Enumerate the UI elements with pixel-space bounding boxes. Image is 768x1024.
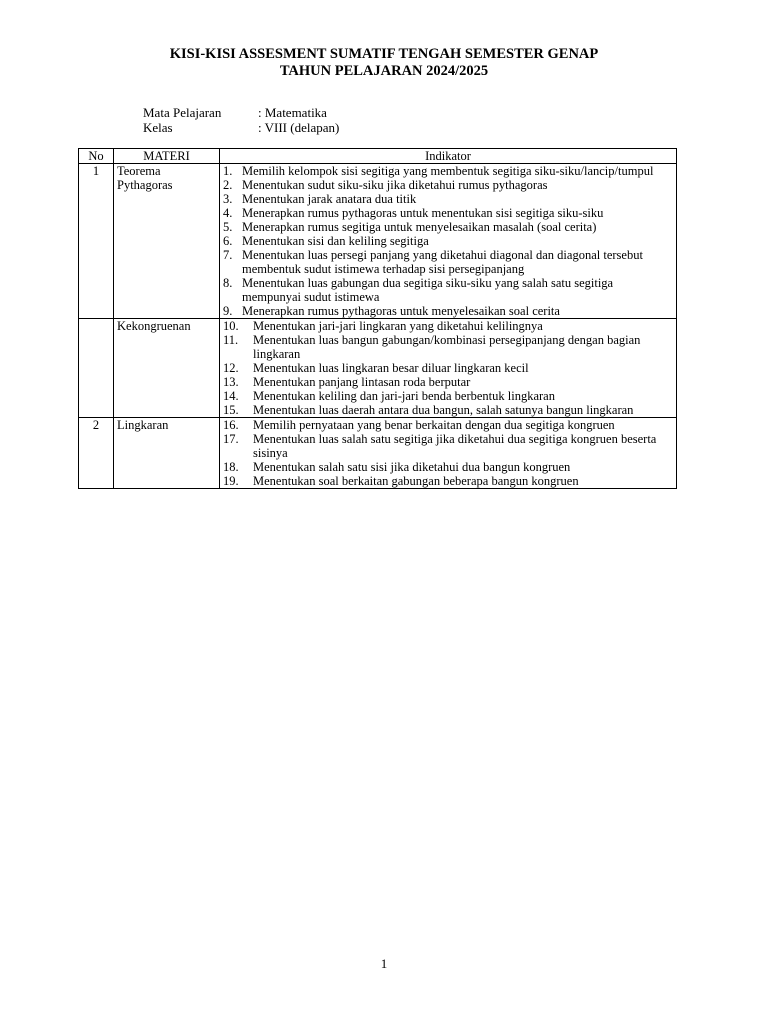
indicator-number: 10. <box>223 319 239 333</box>
indicator-text: Memilih kelompok sisi segitiga yang membentuk segitiga siku-siku/lancip/tumpul <box>242 164 654 178</box>
indicator-number: 3. <box>223 192 233 206</box>
table-row <box>79 164 677 319</box>
document-title-line2: TAHUN PELAJARAN 2024/2025 <box>279 63 489 79</box>
meta-subject <box>143 105 327 120</box>
meta-class-value: : VIII (delapan) <box>258 120 340 135</box>
list-item <box>223 220 673 234</box>
indicator-number: 2. <box>223 178 233 192</box>
table-header-row <box>79 149 677 164</box>
row-materi <box>114 319 220 418</box>
materi-line: Kekongruenan <box>117 319 191 333</box>
row-no <box>79 319 114 418</box>
list-item <box>223 206 673 220</box>
indicator-text: Menentukan luas daerah antara dua bangun, salah satunya bangun lingkaran <box>253 403 634 417</box>
document-title-line1: KISI-KISI ASSESMENT SUMATIF TENGAH SEMESTER GENAP <box>169 46 599 62</box>
list-item <box>223 389 673 403</box>
indicator-text: Menerapkan rumus segitiga untuk menyelesaikan masalah (soal cerita) <box>242 220 597 234</box>
indicator-number: 14. <box>223 389 239 403</box>
indicator-text: Menentukan luas bangun gabungan/kombinasi persegipanjang dengan bagian lingkaran <box>253 333 641 361</box>
indicator-text: Menentukan luas salah satu segitiga jika diketahui dua segitiga kongruen beserta sisinya <box>253 432 657 460</box>
list-item <box>223 403 673 417</box>
meta-subject-label: Mata Pelajaran <box>143 105 222 120</box>
row-materi <box>114 418 220 489</box>
list-item <box>223 418 673 432</box>
header-materi: MATERI <box>114 149 220 164</box>
list-item <box>223 234 673 248</box>
materi-line: Teorema <box>117 164 161 178</box>
indicator-number: 8. <box>223 276 233 290</box>
indicator-text: Menentukan sisi dan keliling segitiga <box>242 234 429 248</box>
row-no: 1 <box>79 164 114 319</box>
list-item <box>223 276 673 304</box>
indicator-list <box>223 164 673 318</box>
indicator-text: Menentukan keliling dan jari-jari benda berbentuk lingkaran <box>253 389 555 403</box>
row-indicators <box>220 164 677 319</box>
meta-class-label: Kelas <box>143 120 173 135</box>
list-item <box>223 361 673 375</box>
list-item <box>223 474 673 488</box>
indicator-text: Menentukan sudut siku-siku jika diketahui rumus pythagoras <box>242 178 548 192</box>
list-item <box>223 248 673 276</box>
indicator-text: Menentukan luas gabungan dua segitiga siku-siku yang salah satu segitiga mempunyai sudut istimewa <box>242 276 614 304</box>
list-item <box>223 460 673 474</box>
indicator-number: 4. <box>223 206 233 220</box>
list-item <box>223 178 673 192</box>
header-indikator: Indikator <box>220 149 677 164</box>
indicator-number: 18. <box>223 460 239 474</box>
page-number: 1 <box>380 956 388 971</box>
indicator-number: 1. <box>223 164 233 178</box>
row-indicators <box>220 319 677 418</box>
indicator-number: 11. <box>223 333 239 347</box>
list-item <box>223 192 673 206</box>
row-materi <box>114 164 220 319</box>
indicator-number: 5. <box>223 220 233 234</box>
row-indicators <box>220 418 677 489</box>
list-item <box>223 304 673 318</box>
list-item <box>223 432 673 460</box>
materi-line: Lingkaran <box>117 418 169 432</box>
list-item <box>223 164 673 178</box>
indicator-text: Menentukan panjang lintasan roda berputar <box>253 375 471 389</box>
materi-line: Pythagoras <box>117 178 173 192</box>
indicator-number: 12. <box>223 361 239 375</box>
header-no: No <box>79 149 114 164</box>
meta-subject-value: : Matematika <box>258 105 327 120</box>
list-item <box>223 333 673 361</box>
indicator-number: 15. <box>223 403 239 417</box>
indicator-text: Menentukan soal berkaitan gabungan beberapa bangun kongruen <box>253 474 579 488</box>
indicator-text: Menentukan luas persegi panjang yang diketahui diagonal dan diagonal tersebut membentuk sudut istimewa terhadap sisi persegipanjang <box>242 248 643 276</box>
indicator-number: 17. <box>223 432 239 446</box>
indicator-text: Menentukan jarak anatara dua titik <box>242 192 417 206</box>
indicator-number: 13. <box>223 375 239 389</box>
indicator-text: Menentukan salah satu sisi jika diketahui dua bangun kongruen <box>253 460 571 474</box>
indicator-text: Menerapkan rumus pythagoras untuk menyelesaikan soal cerita <box>242 304 560 318</box>
row-no: 2 <box>79 418 114 489</box>
indicator-list <box>223 418 673 488</box>
table-row <box>79 418 677 489</box>
indicator-text: Menentukan jari-jari lingkaran yang diketahui kelilingnya <box>253 319 543 333</box>
indicator-number: 9. <box>223 304 233 318</box>
indicator-number: 19. <box>223 474 239 488</box>
indicator-number: 7. <box>223 248 233 262</box>
indicator-number: 6. <box>223 234 233 248</box>
indicator-number: 16. <box>223 418 239 432</box>
list-item <box>223 375 673 389</box>
list-item <box>223 319 673 333</box>
meta-class <box>143 120 339 135</box>
table-row <box>79 319 677 418</box>
indicator-text: Memilih pernyataan yang benar berkaitan dengan dua segitiga kongruen <box>253 418 615 432</box>
indicator-text: Menerapkan rumus pythagoras untuk menentukan sisi segitiga siku-siku <box>242 206 604 220</box>
kisi-table <box>78 148 677 489</box>
indicator-text: Menentukan luas lingkaran besar diluar lingkaran kecil <box>253 361 529 375</box>
indicator-list <box>223 319 673 417</box>
